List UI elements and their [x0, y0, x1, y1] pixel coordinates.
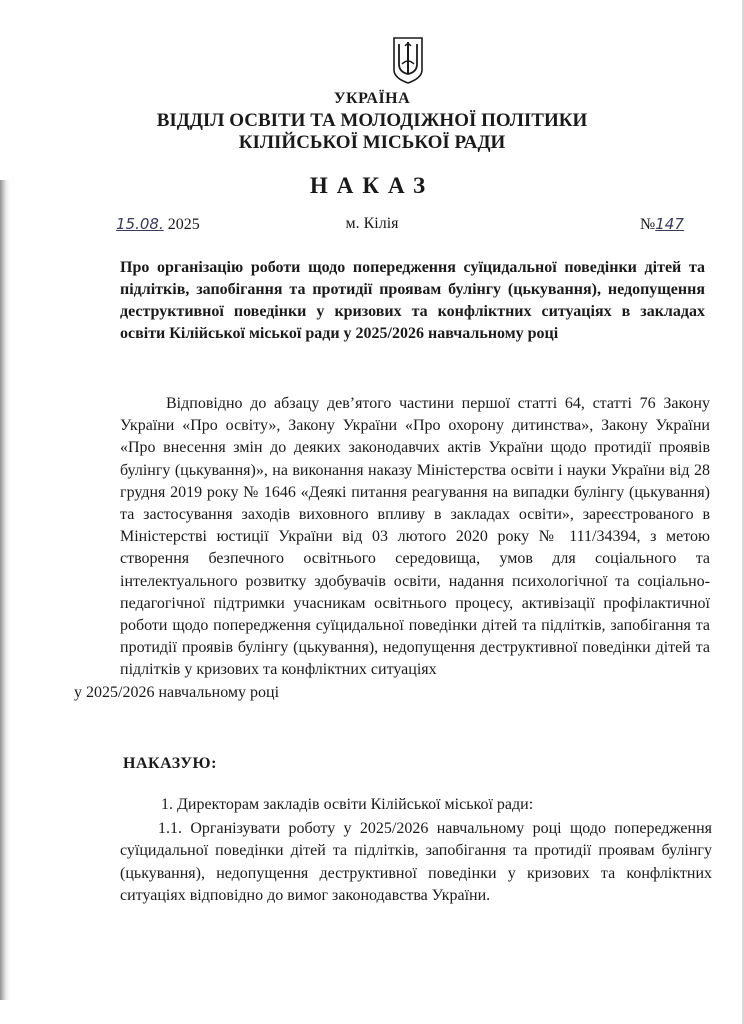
number-label: №	[640, 216, 656, 233]
handwritten-date: 15.08.	[116, 215, 164, 233]
order-subject: Про організацію роботи щодо попередження суїцидальної поведінки дітей та підлітків, запобігання та протидії проявам булінгу (цькування), недопущення деструктивної поведінки у кризових та конфліктних ситуаціях в закладах освіти Кілійської міської ради у 2025/2026 навчальному році	[120, 259, 705, 342]
preamble-paragraph	[74, 393, 710, 704]
organization-title-line2: КІЛІЙСЬКОЇ МІСЬКОЇ РАДИ	[238, 132, 506, 153]
document-type-title: НАКАЗ	[309, 173, 435, 198]
order-word: НАКАЗУЮ:	[123, 755, 217, 772]
preamble-tail: у 2025/2026 навчальному році	[74, 683, 280, 701]
document-city: м. Кілія	[345, 215, 399, 232]
country-title: УКРАЇНА	[333, 90, 411, 107]
document-year: 2025	[167, 216, 200, 233]
order-item-1: 1. Директорам закладів освіти Кілійської міської ради:	[161, 796, 534, 813]
handwritten-number: 147	[655, 215, 684, 233]
order-item-1-1: 1.1. Організувати роботу у 2025/2026 навчальному році щодо попередження суїцидальної поведінки дітей та підлітків, запобігання та протидії проявам булінгу (цькування), недопущення деструктивної поведінки у кризових та конфліктних ситуаціях відповідно до вимог законодавства України.	[120, 820, 712, 904]
trident-emblem-icon	[391, 36, 425, 84]
scan-shadow	[0, 180, 10, 1000]
document-number	[640, 215, 684, 234]
organization-title-line1: ВІДДІЛ ОСВІТИ ТА МОЛОДІЖНОЇ ПОЛІТИКИ	[156, 110, 588, 131]
preamble-text: Відповідно до абзацу дев’ятого частини першої статті 64, статті 76 Закону України «Про освіту», Закону України «Про охорону дитинства», Закону України «Про внесення змін до деяких законодавчих актів України щодо протидії проявів булінгу (цькування)», на виконання наказу Міністерства освіти і науки України від 28 грудня 2019 року № 1646 «Деякі питання реагування на випадки булінгу (цькування) та застосування заходів виховного впливу в закладах освіти», зареєстрованого в Міністерстві юстиції України від 03 лютого 2020 року № 111/34394, з метою створення безпечного освітнього середовища, умов для соціального та інтелектуального розвитку здобувачів освіти, надання психологічної та соціально-педагогічної підтримки учасникам освітнього процесу, активізації профілактичної роботи щодо попередження суїцидальної поведінки дітей та підлітків, запобігання та протидії проявів булінгу (цькування), недопущення деструктивної поведінки дітей та підлітків у кризових та конфліктних ситуаціях	[120, 395, 710, 679]
document-meta-row	[0, 215, 744, 239]
